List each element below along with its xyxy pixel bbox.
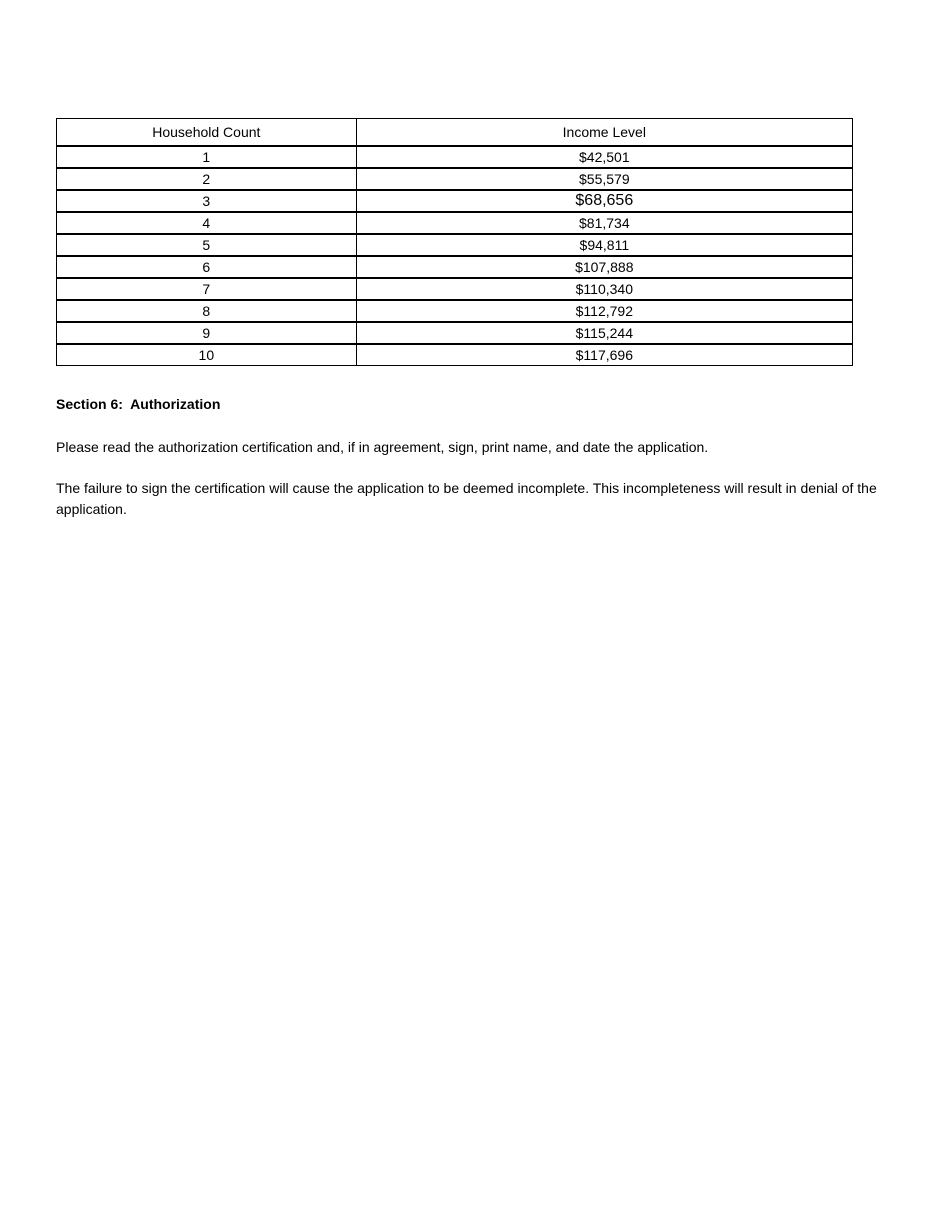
income-level-cell: $81,734 [356, 212, 852, 234]
column-header-income-level: Income Level [356, 119, 852, 147]
household-count-cell: 2 [57, 168, 357, 190]
household-count-cell: 8 [57, 300, 357, 322]
table-row [57, 300, 853, 322]
table-row [57, 190, 853, 212]
household-count-cell: 7 [57, 278, 357, 300]
household-count-cell: 5 [57, 234, 357, 256]
table-row [57, 234, 853, 256]
table-row [57, 278, 853, 300]
income-level-cell: $112,792 [356, 300, 852, 322]
income-level-cell: $115,244 [356, 322, 852, 344]
income-level-cell: $55,579 [356, 168, 852, 190]
income-level-cell: $68,656 [356, 190, 852, 212]
income-level-cell: $94,811 [356, 234, 852, 256]
income-level-cell: $110,340 [356, 278, 852, 300]
income-level-cell: $117,696 [356, 344, 852, 366]
section-heading: Section 6: Authorization [56, 396, 221, 412]
household-count-cell: 1 [57, 146, 357, 168]
authorization-warning: The failure to sign the certification will cause the application to be deemed incomplete. This incompleteness will result in denial of the application. [56, 480, 877, 517]
income-level-cell: $107,888 [356, 256, 852, 278]
household-count-cell: 6 [57, 256, 357, 278]
table-header-row [57, 119, 853, 147]
authorization-instructions: Please read the authorization certification and, if in agreement, sign, print name, and date the application. [56, 439, 709, 455]
column-header-household-count: Household Count [57, 119, 357, 147]
household-count-cell: 9 [57, 322, 357, 344]
table-row [57, 168, 853, 190]
income-level-cell: $42,501 [356, 146, 852, 168]
table-row [57, 344, 853, 366]
table-row [57, 212, 853, 234]
table-row [57, 256, 853, 278]
table-row [57, 322, 853, 344]
household-count-cell: 4 [57, 212, 357, 234]
household-count-cell: 3 [57, 190, 357, 212]
income-level-table [56, 118, 853, 366]
table-row [57, 146, 853, 168]
household-count-cell: 10 [57, 344, 357, 366]
